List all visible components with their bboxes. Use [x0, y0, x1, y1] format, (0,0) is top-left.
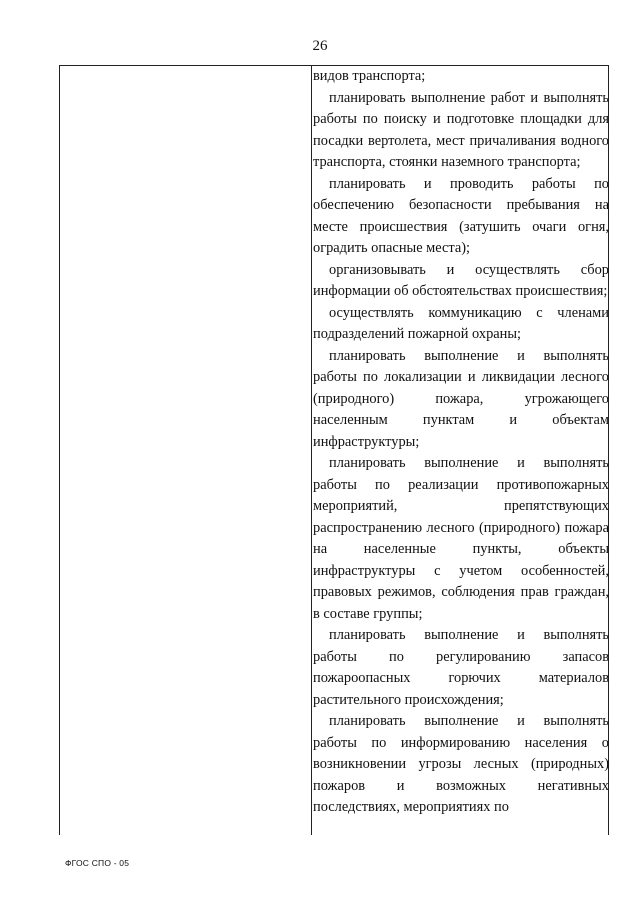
page-number: 26 — [312, 38, 328, 54]
document-table — [59, 65, 609, 835]
paragraph-6: планировать выполнение и выполнять работы по реализации противопожарных мероприятий, препятствующих распространению лесного (природного) пожара на населенные пункты, объекты инфраструктуры с учетом особенностей, правовых режимов, соблюдения прав граждан, в составе группы; — [313, 455, 609, 622]
paragraph-1: планировать выполнение работ и выполнять работы по поиску и подготовке площадки для посадки вертолета, мест причаливания водного транспорта, стоянки наземного транспорта; — [313, 89, 609, 170]
paragraph-2: планировать и проводить работы по обеспечению безопасности пребывания на месте происшествия (затушить очаги огня, оградить опасные места); — [313, 175, 609, 256]
paragraph-5: планировать выполнение и выполнять работы по локализации и ликвидации лесного (природного) пожара, угрожающего населенным пунктам и объектам инфраструктуры; — [313, 347, 609, 450]
table-right-cell — [312, 66, 609, 819]
paragraph-4: осуществлять коммуникацию с членами подразделений пожарной охраны; — [313, 304, 609, 342]
paragraph-3: организовывать и осуществлять сбор информации об обстоятельствах происшествия; — [313, 261, 609, 299]
paragraph-7: планировать выполнение и выполнять работы по регулированию запасов пожароопасных горючих материалов растительного происхождения; — [313, 627, 609, 708]
paragraph-0: видов транспорта; — [313, 68, 426, 84]
footer-label: ФГОС СПО - 05 — [65, 858, 130, 868]
paragraph-8: планировать выполнение и выполнять работы по информированию населения о возникновении угрозы лесных (природных) пожаров и возможных негативных последствиях, мероприятиях по — [313, 713, 609, 815]
